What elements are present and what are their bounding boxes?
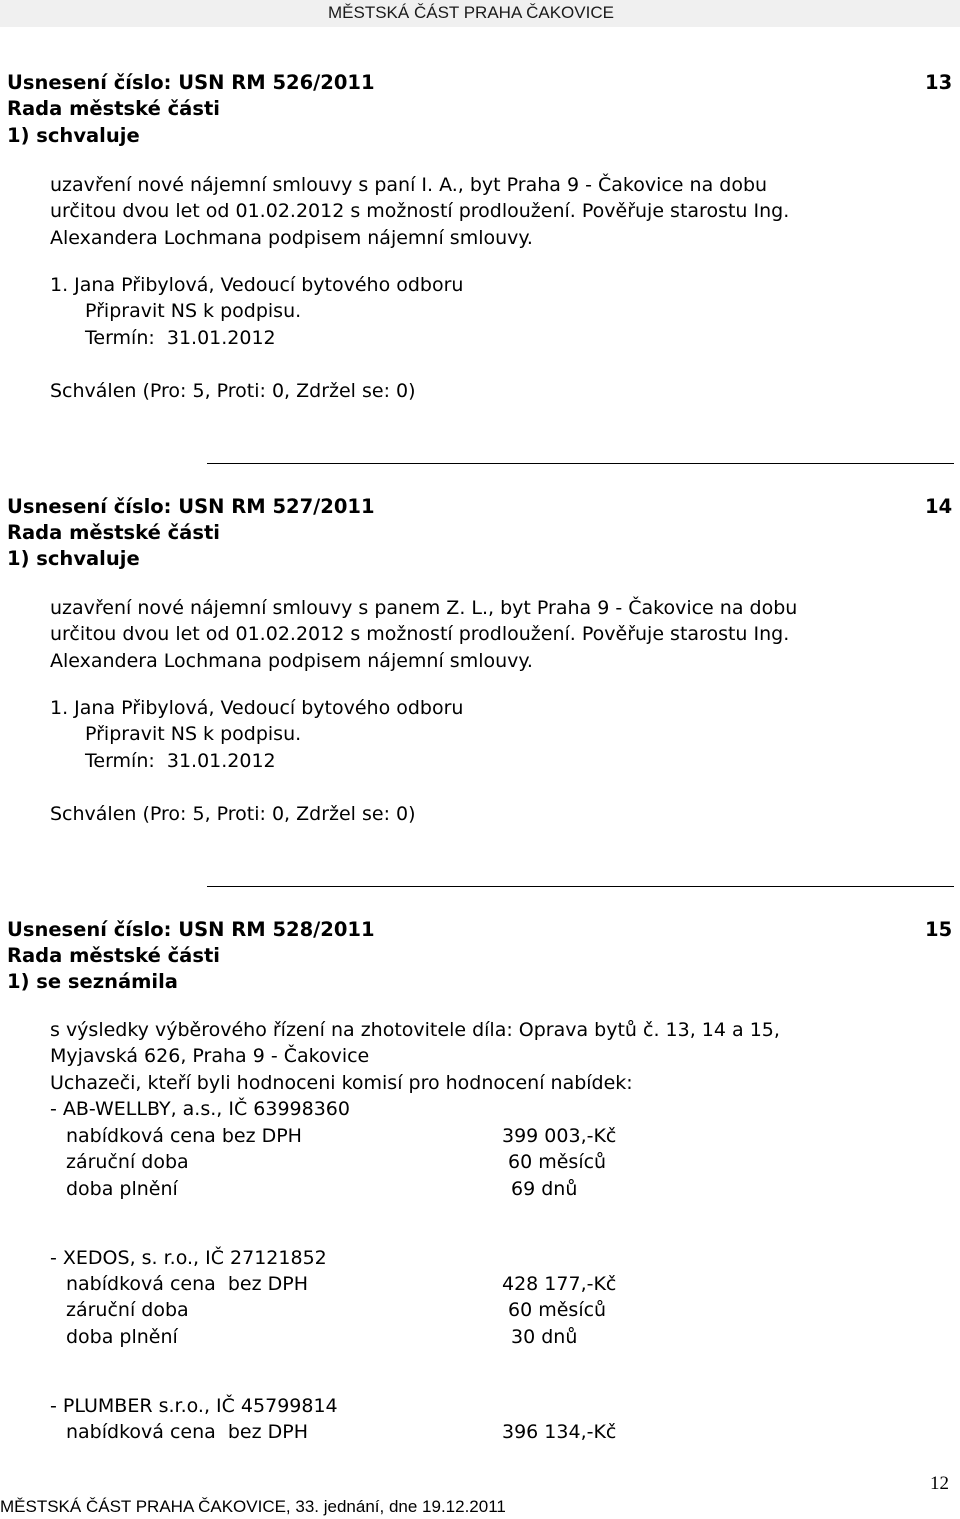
bid-label: doba plnění xyxy=(66,1178,178,1200)
section-divider xyxy=(207,886,954,887)
resolution-body: Rada městské části xyxy=(7,944,220,967)
bid-value: 60 měsíců xyxy=(508,1299,607,1321)
bidder-name: - XEDOS, s. r.o., IČ 27121852 xyxy=(50,1247,327,1269)
resolution-action: 1) schvaluje xyxy=(7,547,140,570)
bid-value: 399 003,-Kč xyxy=(502,1125,617,1147)
resolution-text-line: uzavření nové nájemní smlouvy s paní I. A., byt Praha 9 - Čakovice na dobu xyxy=(50,174,768,196)
resolution-body: Rada městské části xyxy=(7,521,220,544)
bid-label: záruční doba xyxy=(66,1151,189,1173)
resolution-body: Rada městské části xyxy=(7,97,220,120)
resolution-text-line: Alexandera Lochmana podpisem nájemní smlouvy. xyxy=(50,650,533,672)
resolution-action: 1) schvaluje xyxy=(7,124,140,147)
page-footer: MĚSTSKÁ ČÁST PRAHA ČAKOVICE, 33. jednání, dne 19.12.2011 xyxy=(0,1497,506,1516)
resolution-title: Usnesení číslo: USN RM 526/2011 xyxy=(7,71,375,94)
resolution-title: Usnesení číslo: USN RM 527/2011 xyxy=(7,495,375,518)
bid-label: záruční doba xyxy=(66,1299,189,1321)
task-text: Připravit NS k podpisu. xyxy=(85,300,302,322)
resolution-text-line: Uchazeči, kteří byli hodnoceni komisí pro hodnocení nabídek: xyxy=(50,1072,633,1094)
bid-value: 60 měsíců xyxy=(508,1151,607,1173)
resolution-text-line: Alexandera Lochmana podpisem nájemní smlouvy. xyxy=(50,227,533,249)
resolution-title: Usnesení číslo: USN RM 528/2011 xyxy=(7,918,375,941)
resolution-text-line: uzavření nové nájemní smlouvy s panem Z. L., byt Praha 9 - Čakovice na dobu xyxy=(50,597,798,619)
resolution-action: 1) se seznámila xyxy=(7,970,178,993)
bid-value: 30 dnů xyxy=(511,1326,578,1348)
bid-label: nabídková cena bez DPH xyxy=(66,1125,302,1147)
bidder-name: - PLUMBER s.r.o., IČ 45799814 xyxy=(50,1395,338,1417)
header-title: MĚSTSKÁ ČÁST PRAHA ČAKOVICE xyxy=(328,3,614,22)
resolution-text-line: Myjavská 626, Praha 9 - Čakovice xyxy=(50,1045,370,1067)
section-divider xyxy=(207,463,954,464)
bid-value: 428 177,-Kč xyxy=(502,1273,617,1295)
resolution-text-line: určitou dvou let od 01.02.2012 s možností prodloužení. Pověřuje starostu Ing. xyxy=(50,623,790,645)
vote-result: Schválen (Pro: 5, Proti: 0, Zdržel se: 0) xyxy=(50,803,416,825)
bid-label: nabídková cena bez DPH xyxy=(66,1421,308,1443)
bid-label: nabídková cena bez DPH xyxy=(66,1273,308,1295)
task-deadline: Termín: 31.01.2012 xyxy=(85,327,276,349)
resolution-text-line: určitou dvou let od 01.02.2012 s možností prodloužení. Pověřuje starostu Ing. xyxy=(50,200,790,222)
task-text: Připravit NS k podpisu. xyxy=(85,723,302,745)
task-owner: 1. Jana Přibylová, Vedoucí bytového odboru xyxy=(50,697,464,719)
vote-result: Schválen (Pro: 5, Proti: 0, Zdržel se: 0) xyxy=(50,380,416,402)
resolution-order: 15 xyxy=(925,918,953,941)
bid-value: 396 134,-Kč xyxy=(502,1421,617,1443)
resolution-order: 14 xyxy=(925,495,953,518)
task-owner: 1. Jana Přibylová, Vedoucí bytového odboru xyxy=(50,274,464,296)
bid-label: doba plnění xyxy=(66,1326,178,1348)
task-deadline: Termín: 31.01.2012 xyxy=(85,750,276,772)
resolution-text-line: s výsledky výběrového řízení na zhotovitele díla: Oprava bytů č. 13, 14 a 15, xyxy=(50,1019,780,1041)
resolution-order: 13 xyxy=(925,71,953,94)
bid-value: 69 dnů xyxy=(511,1178,578,1200)
page-number: 12 xyxy=(930,1473,949,1494)
bidder-name: - AB-WELLBY, a.s., IČ 63998360 xyxy=(50,1098,350,1120)
